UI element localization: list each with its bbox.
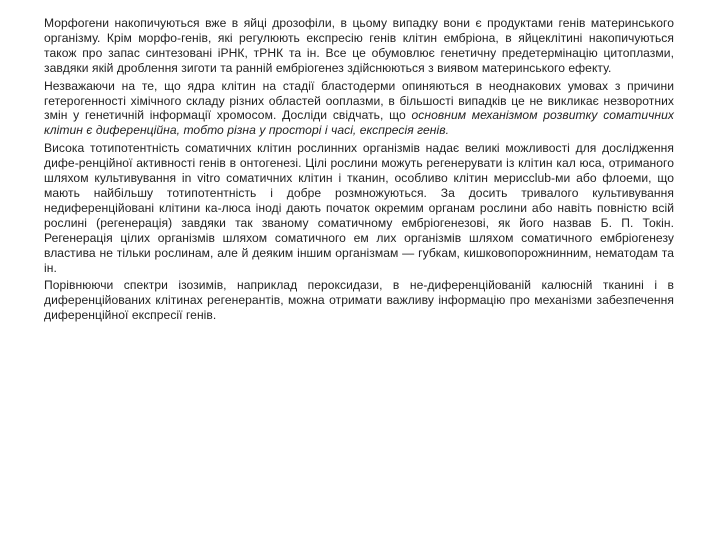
paragraph-isozymes (44, 278, 674, 323)
paragraph-differential-expression (44, 79, 674, 139)
paragraph-text: Морфогени накопичуються вже в яйці дрозофіли, в цьому випадку вони є продуктами генів материнського організму. Крім морфо-генів, які регулюють експресію генів клітин ембріона, в яйцеклітині накопичуються також про запас синтезовані іРНК, тРНК та ін. Все це обумовлює генетичну предетермінацію цитоплазми, завдяки якій дроблення зиготи та ранній ембріогенез здійснюються з виявом материнського ефекту. (44, 16, 674, 75)
paragraph-text: Порівнюючи спектри ізозимів, наприклад пероксидази, в не-диференційованій калюсній тканині і в диференційованих клітинах регенерантів, можна отримати важливу інформацію про механізми забезпечення диференційної експресії генів. (44, 278, 674, 323)
paragraph-totipotency (44, 141, 674, 275)
paragraph-maternal-effect (44, 16, 674, 76)
text-body (44, 16, 674, 326)
paragraph-text: Незважаючи на те, що ядра клітин на стадії бластодерми опиняються в неоднакових умовах з причини гетерогенності хімічного складу різних областей ооплазми, в більшості випадків це не викликає незворотних змін у генетичній інформації хромосом. Досліди свідчать, що (44, 78, 674, 123)
paragraph-text: Висока тотипотентність соматичних клітин рослинних організмів надає великі можливості для дослідження дифе-ренційної активності генів в онтогенезі. Цілі рослини можуть регенерувати із клітин кал юса, отриманого шляхом культивування in vitro соматичних клітин і тканин, особливо клітин мерисclub-ми або флоеми, що мають найбільшу тотипотентність і добре розмножуються. За досить тривалого культивування недиференційовані клітини ка-люса іноді дають початок окремим органам рослини або навіть повністю всій рослині (регенерація) завдяки так званому соматичному ембріогенезові, як його назвав Б. П. Токін. Регенерація цілих організмів шляхом соматичного ем лих організмів шляхом соматичного ембріогенезу властива не тільки рослинам, але й деяким іншим організмам — губкам, кишковопорожнинним, нематодам та ін. (44, 141, 674, 275)
paragraph-emphasis-text: основним механізмом розвитку соматичних клітин є диференційна, тобто різна у просторі і часі, експресія генів. (44, 108, 674, 138)
